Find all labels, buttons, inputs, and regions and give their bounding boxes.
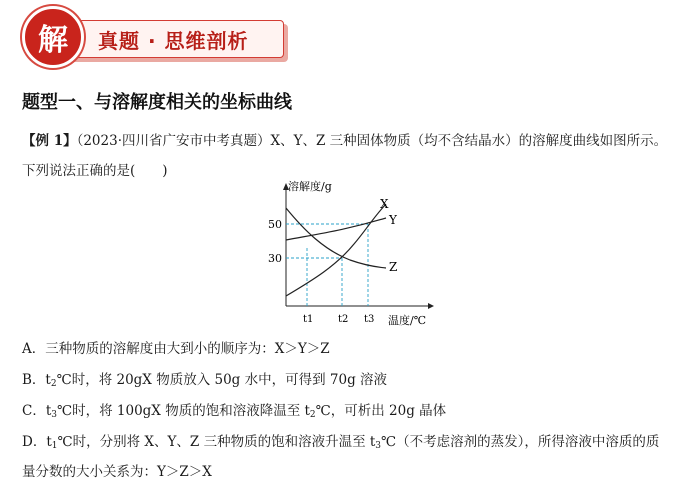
option-d-sub: 1 xyxy=(51,441,58,451)
banner-label: 真题 · 思维剖析 xyxy=(98,29,249,53)
question-text: （2023·四川省广安市中考真题）X、Y、Z 三种固体物质（均不含结晶水）的溶解度曲线如图所示。 xyxy=(76,133,668,149)
option-c xyxy=(22,399,446,420)
option-b-pre: B．t xyxy=(22,372,51,388)
curve-x xyxy=(286,204,386,296)
option-c-pre: C．t xyxy=(22,403,52,419)
curve-z xyxy=(286,208,386,268)
y-tick-30: 30 xyxy=(268,252,282,265)
x-tick-t3: t3 xyxy=(364,314,375,325)
option-b-sub: 2 xyxy=(50,379,57,389)
x-tick-t2: t2 xyxy=(338,314,349,325)
option-d-line-2: 量分数的大小关系为：Y＞Z＞X xyxy=(22,464,212,480)
option-a-text: A．三种物质的溶解度由大到小的顺序为：X＞Y＞Z xyxy=(22,341,330,357)
section-title: 题型一、与溶解度相关的坐标曲线 xyxy=(22,92,292,113)
option-c-sub2: 2 xyxy=(309,410,316,420)
curve-label-y: Y xyxy=(389,213,397,227)
option-c-sub: 3 xyxy=(51,410,57,420)
option-d-mid: ℃时，分别将 X、Y、Z 三种物质的饱和溶液升温至 t xyxy=(57,434,376,450)
x-tick-t1: t1 xyxy=(303,314,314,325)
option-d-pre: D．t xyxy=(22,434,52,450)
question-stem-line-1 xyxy=(22,129,667,149)
option-d xyxy=(22,430,659,451)
curve-label-z: Z xyxy=(389,260,398,274)
option-d-post: ℃（不考虑溶剂的蒸发），所得溶液中溶质的质 xyxy=(381,434,660,450)
x-axis-label: 温度/℃ xyxy=(388,314,427,327)
curve-label-x: X xyxy=(380,197,389,211)
y-tick-50: 50 xyxy=(268,218,282,231)
option-a xyxy=(22,337,330,357)
solution-badge xyxy=(22,6,84,68)
option-c-post: ℃，可析出 20g 晶体 xyxy=(315,403,447,419)
option-c-mid: ℃时，将 100gX 物质的饱和溶液降温至 t xyxy=(57,403,310,419)
solubility-curve-figure xyxy=(258,178,438,330)
badge-text: 解 xyxy=(38,23,68,58)
example-tag: 【例 1】 xyxy=(22,133,77,149)
x-axis-arrow xyxy=(428,303,434,309)
y-axis-label: 溶解度/g xyxy=(288,180,332,193)
header-banner xyxy=(22,6,284,64)
option-b-post: ℃时，将 20gX 物质放入 50g 水中，可得到 70g 溶液 xyxy=(56,372,388,388)
option-d-sub2: 3 xyxy=(375,441,382,451)
option-b xyxy=(22,368,387,389)
question-stem-line-2: 下列说法正确的是( ) xyxy=(22,163,168,179)
